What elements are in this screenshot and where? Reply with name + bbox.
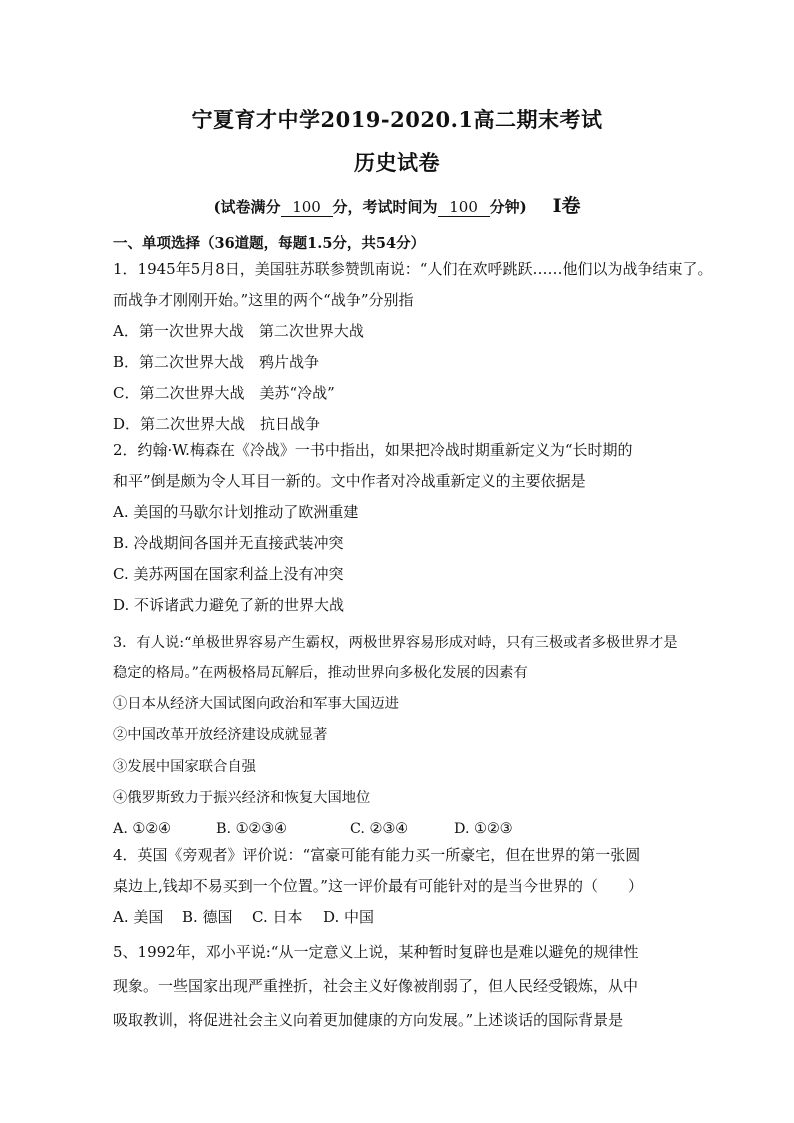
section-heading: 一、单项选择（36道题，每题1.5分，共54分）	[113, 235, 426, 252]
volume-label: Ⅰ卷	[552, 195, 581, 217]
text-line: 而战争才刚刚开始。”这里的两个“战争”分别指	[113, 291, 414, 309]
q3-option-a: A. ①②④	[113, 821, 171, 837]
option-line: C．第二次世界大战 美苏“冷战”	[113, 384, 335, 402]
score-prefix: (试卷满分	[213, 198, 281, 216]
text-line: 1．1945年5月8日，美国驻苏联参赞凯南说：“人们在欢呼跳跃……他们以为战争结束了。	[113, 260, 713, 278]
full-score: 100	[281, 198, 333, 217]
score-suffix: 分钟)	[489, 198, 527, 216]
option-line: D. 不诉诸武力避免了新的世界大战	[113, 596, 345, 614]
option-line: D．第二次世界大战 抗日战争	[113, 415, 321, 433]
q3-option-c: C. ②③④	[350, 821, 408, 837]
q3-options	[113, 819, 693, 839]
statement-line: ②中国改革开放经济建设成就显著	[113, 727, 328, 743]
q4-option-b: B. 德国	[182, 908, 233, 926]
q4-option-c: C. 日本	[252, 908, 303, 926]
text-line: 2．约翰·W.梅森在《冷战》一书中指出，如果把冷战时期重新定义为“长时期的	[113, 441, 633, 459]
text-line: 和平”倒是颇为令人耳目一新的。文中作者对冷战重新定义的主要依据是	[113, 472, 586, 490]
statement-line: ④俄罗斯致力于振兴经济和恢复大国地位	[113, 790, 371, 806]
q3-option-d: D. ①②③	[454, 821, 513, 837]
text-line: 3．有人说:“单极世界容易产生霸权，两极世界容易形成对峙，只有三极或者多极世界才是	[113, 635, 678, 651]
text-line: 现象。一些国家出现严重挫折，社会主义好像被削弱了，但人民经受锻炼，从中	[113, 977, 639, 995]
text-line: 桌边上,钱却不易买到一个位置。”这一评价最有可能针对的是当今世界的（ ）	[113, 877, 643, 895]
score-mid: 分，考试时间为	[332, 198, 438, 216]
exam-title: 宁夏育才中学2019-2020.1高二期末考试	[191, 107, 603, 132]
option-line: B. 冷战期间各国并无直接武装冲突	[113, 534, 344, 552]
q4-option-a: A. 美国	[113, 908, 164, 926]
text-line: 稳定的格局。”在两极格局瓦解后，推动世界向多极化发展的因素有	[113, 665, 528, 681]
option-line: A. 美国的马歇尔计划推动了欧洲重建	[113, 503, 359, 521]
option-line: B．第二次世界大战 鸦片战争	[113, 353, 320, 371]
score-info	[0, 191, 794, 218]
exam-subtitle: 历史试卷	[354, 150, 440, 175]
option-line: C. 美苏两国在国家利益上没有冲突	[113, 565, 344, 583]
statement-line: ③发展中国家联合自强	[113, 759, 256, 775]
q3-option-b: B. ①②③④	[216, 821, 287, 837]
q4-options	[113, 907, 693, 927]
exam-time: 100	[438, 198, 490, 217]
text-line: 5、1992年，邓小平说:“从一定意义上说，某种暂时复辟也是难以避免的规律性	[113, 943, 639, 961]
text-line: 吸取教训，将促进社会主义向着更加健康的方向发展。”上述谈话的国际背景是	[113, 1011, 624, 1029]
text-line: 4．英国《旁观者》评价说：“富豪可能有能力买一所豪宅，但在世界的第一张圆	[113, 846, 641, 864]
option-line: A．第一次世界大战 第二次世界大战	[113, 322, 364, 340]
statement-line: ①日本从经济大国试图向政治和军事大国迈进	[113, 696, 399, 712]
q4-option-d: D. 中国	[323, 908, 375, 926]
